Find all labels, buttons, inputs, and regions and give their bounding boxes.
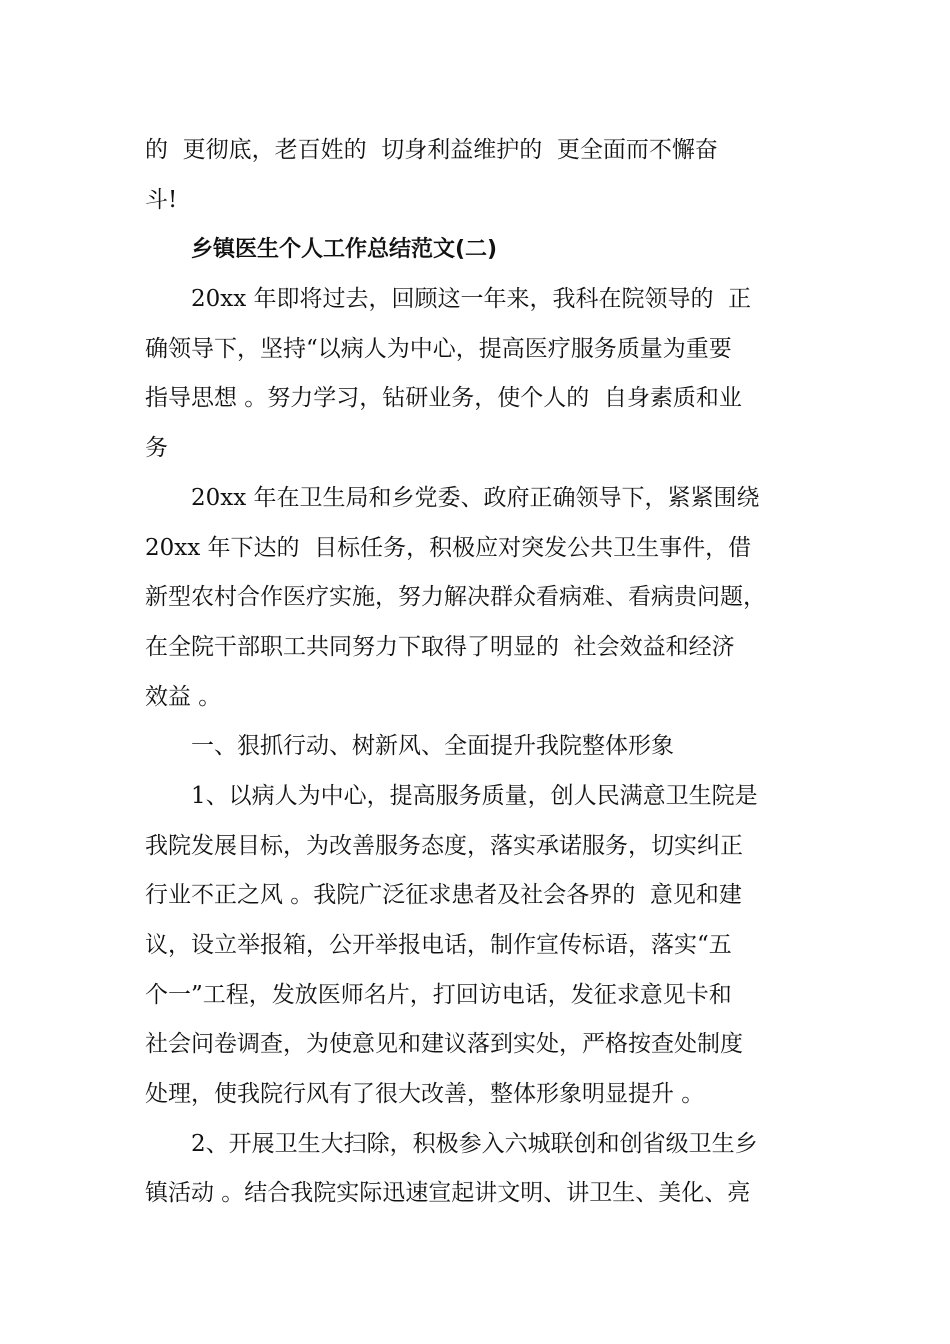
text-line: 20xx 年在卫生局和乡党委、政府正确领导下，紧紧围绕 — [191, 484, 760, 511]
text-line: 镇活动 。结合我院实际迅速宣起讲文明、讲卫生、美化、亮 — [145, 1180, 751, 1207]
text-line: 新型农村合作医疗实施，努力解决群众看病难、看病贵问题， — [145, 584, 766, 611]
text-line: 效益 。 — [145, 683, 222, 710]
text-line: 行业不正之风 。我院广泛征求患者及社会各界的 意见和建 — [145, 882, 742, 909]
text-line: 1、以病人为中心，提高服务质量，创人民满意卫生院是 — [191, 782, 758, 809]
text-line: 20xx 年即将过去，回顾这一年来，我科在院领导的 正 — [191, 286, 752, 313]
document-body — [145, 126, 805, 1219]
text-line: 我院发展目标，为改善服务态度，落实承诺服务，切实纠正 — [145, 832, 743, 859]
text-line: 个一”工程，发放医师名片，打回访电话，发征求意见卡和 — [145, 981, 732, 1008]
text-line: 处理，使我院行风有了很大改善，整体形象明显提升 。 — [145, 1081, 705, 1108]
text-line: 指导思想 。努力学习，钻研业务，使个人的 自身素质和业 — [145, 385, 742, 412]
text-line: 2、开展卫生大扫除，积极参入六城联创和创省级卫生乡 — [191, 1130, 758, 1157]
text-line: 议，设立举报箱，公开举报电话，制作宣传标语，落实“五 — [145, 932, 732, 958]
text-line: 斗! — [145, 186, 178, 213]
text-line: 一、狠抓行动、树新风、全面提升我院整体形象 — [191, 733, 674, 760]
text-line: 确领导下，坚持“以病人为中心，提高医疗服务质量为重要 — [145, 335, 732, 362]
text-line: 在全院干部职工共同努力下取得了明显的 社会效益和经济 — [145, 633, 735, 660]
text-line: 20xx 年下达的 目标任务，积极应对突发公共卫生事件，借 — [145, 534, 752, 561]
section-heading: 乡镇医生个人工作总结范文(二) — [191, 237, 498, 263]
text-line: 的 更彻底，老百姓的 切身利益维护的 更全面而不懈奋 — [145, 137, 718, 163]
text-line: 务 — [145, 435, 168, 462]
text-line: 社会问卷调查，为使意见和建议落到实处，严格按查处制度 — [145, 1031, 743, 1058]
